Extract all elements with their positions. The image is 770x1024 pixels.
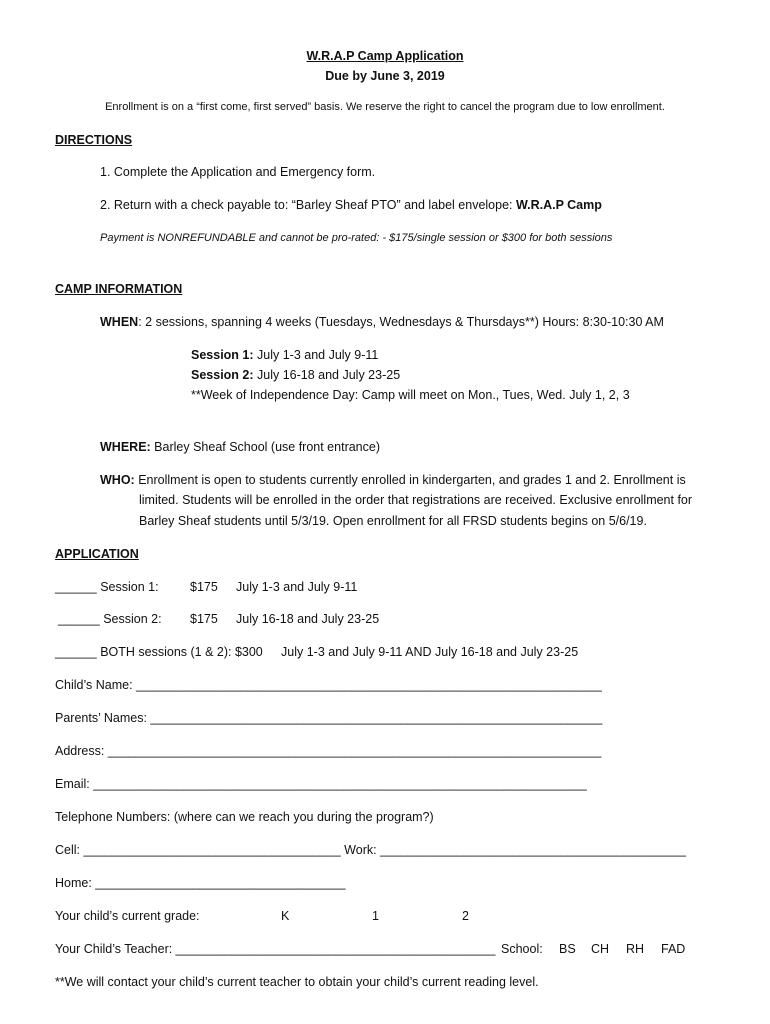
both-sessions-dates: July 1-3 and July 9-11 AND July 16-18 and July 23-25 <box>281 645 579 659</box>
direction-step-1: 1. Complete the Application and Emergency form. <box>100 165 376 179</box>
who-line-1: WHO: Enrollment is open to students currently enrolled in kindergarten, and grades 1 and 2. Enrollment is <box>100 473 686 487</box>
school-option-bs[interactable]: BS <box>559 942 576 956</box>
telephone-label: Telephone Numbers: (where can we reach you during the program?) <box>55 810 434 824</box>
who-line-2: limited. Students will be enrolled in the order that registrations are received. Exclusive enrollment for <box>139 493 693 507</box>
session-2-dates: July 16-18 and July 23-25 <box>236 612 380 626</box>
parents-names-field[interactable]: Parents’ Names: _________________________________________________________________ <box>55 711 603 725</box>
session-2-price: $175 <box>190 612 218 626</box>
independence-note: **Week of Independence Day: Camp will meet on Mon., Tues, Wed. July 1, 2, 3 <box>191 388 630 402</box>
session-1-option[interactable]: ______ Session 1: <box>55 580 159 594</box>
school-option-rh[interactable]: RH <box>626 942 645 956</box>
session-1-line: Session 1: July 1-3 and July 9-11 <box>191 348 379 362</box>
when-line: WHEN: 2 sessions, spanning 4 weeks (Tuesdays, Wednesdays & Thursdays**) Hours: 8:30-10:30 AM <box>100 315 664 329</box>
grade-option-1[interactable]: 1 <box>372 909 379 923</box>
camp-info-heading: CAMP INFORMATION <box>55 282 183 296</box>
application-heading: APPLICATION <box>55 547 139 561</box>
session-1-dates: July 1-3 and July 9-11 <box>236 580 358 594</box>
directions-heading: DIRECTIONS <box>55 133 133 147</box>
where-line: WHERE: Barley Sheaf School (use front entrance) <box>100 440 380 454</box>
form-title: W.R.A.P Camp Application <box>306 49 464 63</box>
session-2-option[interactable]: ______ Session 2: <box>58 612 162 626</box>
address-field[interactable]: Address: _______________________________________________________________________ <box>55 744 602 758</box>
direction-step-2: 2. Return with a check payable to: “Barley Sheaf PTO” and label envelope: W.R.A.P Camp <box>100 198 602 212</box>
session-1-price: $175 <box>190 580 218 594</box>
cell-work-field[interactable]: Cell: _____________________________________ Work: ____________________________________________ <box>55 843 686 857</box>
both-sessions-option[interactable]: ______ BOTH sessions (1 & 2): $300 <box>55 645 263 659</box>
grade-label: Your child’s current grade: <box>55 909 200 923</box>
teacher-field[interactable]: Your Child’s Teacher: ______________________________________________ <box>55 942 496 956</box>
grade-option-k[interactable]: K <box>281 909 290 923</box>
school-option-fad[interactable]: FAD <box>661 942 686 956</box>
reading-level-note: **We will contact your child’s current teacher to obtain your child’s current reading level. <box>55 975 539 989</box>
child-name-field[interactable]: Child’s Name: ___________________________________________________________________ <box>55 678 602 692</box>
payment-note: Payment is NONREFUNDABLE and cannot be pro-rated: - $175/single session or $300 for both sessions <box>100 232 613 244</box>
grade-option-2[interactable]: 2 <box>462 909 469 923</box>
session-2-line: Session 2: July 16-18 and July 23-25 <box>191 368 401 382</box>
due-date: Due by June 3, 2019 <box>325 69 445 83</box>
school-option-ch[interactable]: CH <box>591 942 610 956</box>
email-field[interactable]: Email: _______________________________________________________________________ <box>55 777 587 791</box>
school-label: School: <box>501 942 543 956</box>
enrollment-note: Enrollment is on a “first come, first served” basis. We reserve the right to cancel the program due to low enrollment. <box>105 101 665 113</box>
who-line-3: Barley Sheaf students until 5/3/19. Open enrollment for all FRSD students begins on 5/6/19. <box>139 514 647 528</box>
home-field[interactable]: Home: ____________________________________ <box>55 876 346 890</box>
